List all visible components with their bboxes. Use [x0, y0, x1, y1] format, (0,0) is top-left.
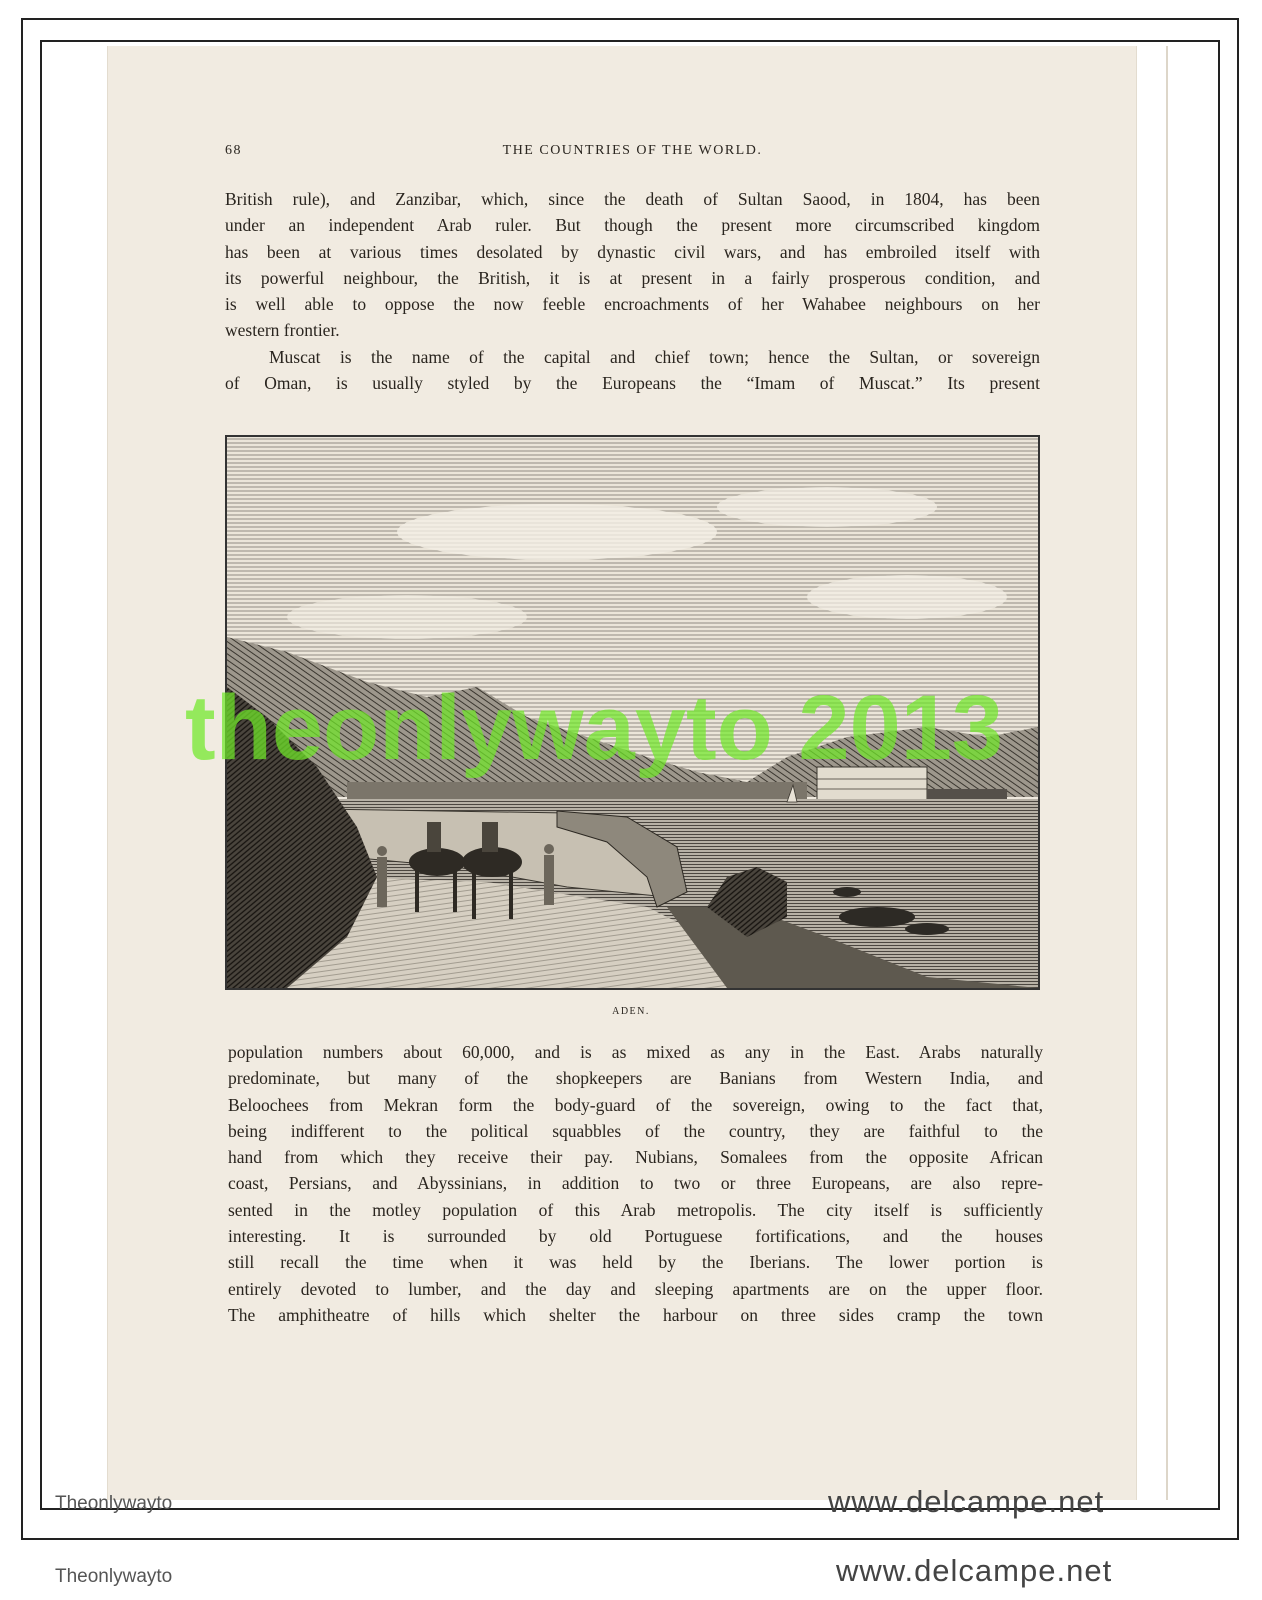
text-line: hand from which they receive their pay. Nubians, Somalees from the opposite African — [228, 1147, 1043, 1168]
site-url[interactable]: www.delcampe.net — [828, 1484, 1105, 1519]
text-block-bottom — [228, 1039, 1043, 1328]
text-line: being indifferent to the political squabbles of the country, they are faithful to the — [228, 1120, 1043, 1141]
text-line: has been at various times desolated by dynastic civil wars, and has embroiled itself with — [225, 241, 1040, 262]
text-line: is well able to oppose the now feeble encroachments of her Wahabee neighbours on her — [225, 294, 1040, 315]
text-line: sented in the motley population of this Arab metropolis. The city itself is sufficiently — [228, 1199, 1043, 1220]
text-line: entirely devoted to lumber, and the day and sleeping apartments are on the upper floor. — [228, 1278, 1043, 1299]
text-line: still recall the time when it was held by the Iberians. The lower portion is — [228, 1252, 1043, 1273]
site-url[interactable]: www.delcampe.net — [836, 1553, 1113, 1588]
text-line: population numbers about 60,000, and is as mixed as any in the East. Arabs naturally — [228, 1042, 1043, 1062]
text-line: British rule), and Zanzibar, which, since the death of Sultan Saood, in 1804, has been — [225, 189, 1040, 209]
page-header — [225, 143, 1040, 167]
text-line: of Oman, is usually styled by the Europeans the “Imam of Muscat.” Its present — [225, 373, 1040, 394]
text-line: coast, Persians, and Abyssinians, in addition to two or three Europeans, are also repre- — [228, 1173, 1043, 1194]
engraving-illustration — [225, 435, 1040, 990]
text-line: The amphitheatre of hills which shelter the harbour on three sides cramp the town — [228, 1304, 1043, 1325]
page-number: 68 — [225, 143, 242, 158]
text-line: Muscat is the name of the capital and chief town; hence the Sultan, or sovereign — [269, 346, 1040, 367]
page-edge — [1166, 46, 1168, 1500]
running-title: THE COUNTRIES OF THE WORLD. — [502, 143, 763, 158]
text-line: Beloochees from Mekran form the body-guard of the sovereign, owing to the fact that, — [228, 1094, 1043, 1115]
text-line: under an independent Arab ruler. But though the present more circumscribed kingdom — [225, 215, 1040, 236]
text-line: interesting. It is surrounded by old Portuguese fortifications, and the houses — [228, 1226, 1043, 1247]
text-line: its powerful neighbour, the British, it is at present in a fairly prosperous condition, and — [225, 267, 1040, 288]
illustration-caption: ADEN. — [612, 1006, 650, 1017]
text-line: western frontier. — [225, 320, 340, 341]
seller-name: Theonlywayto — [55, 1566, 173, 1587]
text-block-top — [225, 186, 1040, 396]
watermark-text: theonlywayto 2013 — [185, 677, 1004, 779]
text-line: predominate, but many of the shopkeepers are Banians from Western India, and — [228, 1068, 1043, 1089]
seller-name: Theonlywayto — [55, 1493, 173, 1514]
